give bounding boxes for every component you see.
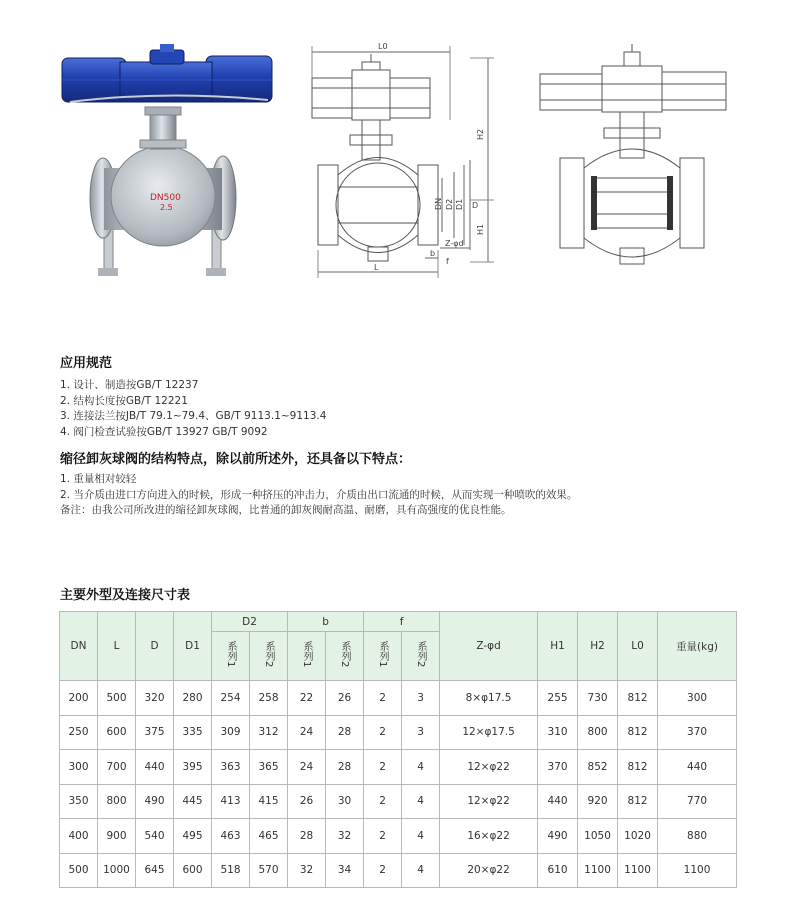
table-cell: 570 xyxy=(250,853,288,888)
table-cell: 280 xyxy=(174,681,212,716)
drawing-labels xyxy=(374,42,485,272)
table-cell: 8×φ17.5 xyxy=(440,681,538,716)
list-item: 3. 连接法兰按JB/T 79.1~79.4、GB/T 9113.1~9113.4 xyxy=(60,410,327,422)
table-cell: 4 xyxy=(402,750,440,785)
table-row xyxy=(60,819,737,854)
list-item: 2. 结构长度按GB/T 12221 xyxy=(60,394,188,407)
label-L0: L0 xyxy=(378,42,388,51)
label-D2: D2 xyxy=(445,198,454,210)
table-cell: 415 xyxy=(250,784,288,819)
list-item: 4. 阀门检查试验按GB/T 13927 GB/T 9092 xyxy=(60,425,268,438)
table-cell: 2 xyxy=(364,819,402,854)
list-item: 1. 重量相对较轻 xyxy=(60,473,137,485)
label-Zphid: Z-φd xyxy=(445,239,464,248)
table-cell: 413 xyxy=(212,784,250,819)
table-cell: 1100 xyxy=(658,853,737,888)
table-cell: 28 xyxy=(326,750,364,785)
header-series-1: 系列1 xyxy=(364,632,402,681)
header-series-2: 系列2 xyxy=(326,632,364,681)
table-cell: 363 xyxy=(212,750,250,785)
table-title: 主要外型及连接尺寸表 xyxy=(60,588,191,603)
table-cell: 852 xyxy=(578,750,618,785)
table-cell: 812 xyxy=(618,715,658,750)
section-seat-right xyxy=(667,176,673,230)
table-cell: 370 xyxy=(658,715,737,750)
label-f: f xyxy=(446,257,449,266)
table-cell: 16×φ22 xyxy=(440,819,538,854)
table-cell: 4 xyxy=(402,819,440,854)
label-D: D xyxy=(472,201,479,210)
table-cell: 26 xyxy=(326,681,364,716)
table-cell: 1100 xyxy=(618,853,658,888)
table-cell: 32 xyxy=(288,853,326,888)
table-cell: 540 xyxy=(136,819,174,854)
table-cell: 375 xyxy=(136,715,174,750)
table-cell: 24 xyxy=(288,750,326,785)
table-cell: 335 xyxy=(174,715,212,750)
header-d1: D1 xyxy=(174,612,212,681)
table-cell: 4 xyxy=(402,784,440,819)
table-cell: 12×φ22 xyxy=(440,784,538,819)
header-l0: L0 xyxy=(618,612,658,681)
valve-photo xyxy=(62,44,272,276)
table-cell: 500 xyxy=(98,681,136,716)
table-cell: 465 xyxy=(250,819,288,854)
table-cell: 310 xyxy=(538,715,578,750)
table-cell: 12×φ17.5 xyxy=(440,715,538,750)
table-row xyxy=(60,681,737,716)
label-H2: H2 xyxy=(476,128,485,140)
table-cell: 300 xyxy=(60,750,98,785)
table-cell: 800 xyxy=(98,784,136,819)
table-cell: 880 xyxy=(658,819,737,854)
header-d2: D2 xyxy=(212,612,288,632)
header-series-1: 系列1 xyxy=(288,632,326,681)
table-cell: 490 xyxy=(538,819,578,854)
header-series-1: 系列1 xyxy=(212,632,250,681)
table-cell: 26 xyxy=(288,784,326,819)
table-row xyxy=(60,784,737,819)
table-cell: 1100 xyxy=(578,853,618,888)
table-cell: 2 xyxy=(364,681,402,716)
table-cell: 350 xyxy=(60,784,98,819)
label-D1: D1 xyxy=(455,198,464,210)
header-b: b xyxy=(288,612,364,632)
header-weight: 重量(kg) xyxy=(658,612,737,681)
table-cell: 2 xyxy=(364,715,402,750)
table-cell: 3 xyxy=(402,715,440,750)
table-cell: 28 xyxy=(326,715,364,750)
table-cell: 495 xyxy=(174,819,212,854)
label-L: L xyxy=(374,263,379,272)
features-title: 缩径卸灰球阀的结构特点，除以前所述外，还具备以下特点： xyxy=(60,452,412,467)
table-cell: 312 xyxy=(250,715,288,750)
table-cell: 300 xyxy=(658,681,737,716)
table-cell: 700 xyxy=(98,750,136,785)
table-cell: 200 xyxy=(60,681,98,716)
photo-marking-line2: 2.5 xyxy=(160,203,173,212)
table-cell: 440 xyxy=(538,784,578,819)
table-cell: 3 xyxy=(402,681,440,716)
table-body xyxy=(60,681,737,888)
table-cell: 250 xyxy=(60,715,98,750)
header-f: f xyxy=(364,612,440,632)
header-h1: H1 xyxy=(538,612,578,681)
table-cell: 365 xyxy=(250,750,288,785)
table-row xyxy=(60,750,737,785)
table-header-row xyxy=(60,612,737,632)
table-cell: 645 xyxy=(136,853,174,888)
table-row xyxy=(60,715,737,750)
standards-title: 应用规范 xyxy=(60,356,113,371)
table-cell: 518 xyxy=(212,853,250,888)
table-cell: 1000 xyxy=(98,853,136,888)
dimension-drawing xyxy=(312,46,494,278)
product-figures xyxy=(0,0,800,300)
table-cell: 12×φ22 xyxy=(440,750,538,785)
standards-list xyxy=(60,378,326,440)
table-cell: 440 xyxy=(136,750,174,785)
table-cell: 2 xyxy=(364,750,402,785)
table-cell: 500 xyxy=(60,853,98,888)
table-cell: 258 xyxy=(250,681,288,716)
header-series-2: 系列2 xyxy=(250,632,288,681)
table-cell: 445 xyxy=(174,784,212,819)
table-cell: 2 xyxy=(364,853,402,888)
table-cell: 463 xyxy=(212,819,250,854)
table-cell: 2 xyxy=(364,784,402,819)
header-series-2: 系列2 xyxy=(402,632,440,681)
label-H1: H1 xyxy=(476,223,485,235)
table-cell: 254 xyxy=(212,681,250,716)
table-cell: 600 xyxy=(98,715,136,750)
table-cell: 900 xyxy=(98,819,136,854)
table-cell: 34 xyxy=(326,853,364,888)
table-cell: 600 xyxy=(174,853,212,888)
dimension-table xyxy=(59,611,737,888)
table-cell: 28 xyxy=(288,819,326,854)
table-cell: 1020 xyxy=(618,819,658,854)
table-cell: 24 xyxy=(288,715,326,750)
table-cell: 320 xyxy=(136,681,174,716)
header-h2: H2 xyxy=(578,612,618,681)
table-cell: 22 xyxy=(288,681,326,716)
table-cell: 32 xyxy=(326,819,364,854)
list-item: 备注：由我公司所改进的缩径卸灰球阀，比普通的卸灰阀耐高温、耐磨，具有高强度的优良性能。 xyxy=(60,504,512,516)
table-cell: 800 xyxy=(578,715,618,750)
header-z-phid: Z-φd xyxy=(440,612,538,681)
list-item: 2. 当介质由进口方向进入的时候，形成一种挤压的冲击力，介质由出口流通的时候，从而实现一种喷吹的效果。 xyxy=(60,488,578,501)
table-cell: 20×φ22 xyxy=(440,853,538,888)
table-cell: 920 xyxy=(578,784,618,819)
table-cell: 812 xyxy=(618,681,658,716)
table-cell: 400 xyxy=(60,819,98,854)
list-item: 1. 设计、制造按GB/T 12237 xyxy=(60,379,199,391)
label-b: b xyxy=(430,249,436,258)
label-DN: DN xyxy=(434,197,443,210)
table-cell: 730 xyxy=(578,681,618,716)
table-cell: 30 xyxy=(326,784,364,819)
table-cell: 770 xyxy=(658,784,737,819)
table-cell: 812 xyxy=(618,784,658,819)
table-cell: 1050 xyxy=(578,819,618,854)
section-seat-left xyxy=(591,176,597,230)
table-row xyxy=(60,853,737,888)
table-cell: 440 xyxy=(658,750,737,785)
table-cell: 309 xyxy=(212,715,250,750)
table-cell: 370 xyxy=(538,750,578,785)
table-cell: 812 xyxy=(618,750,658,785)
photo-marking-line1: DN500 xyxy=(150,193,181,203)
table-cell: 610 xyxy=(538,853,578,888)
section-drawing xyxy=(540,44,726,264)
features-list xyxy=(60,472,577,519)
header-dn: DN xyxy=(60,612,98,681)
header-l: L xyxy=(98,612,136,681)
table-cell: 4 xyxy=(402,853,440,888)
table-cell: 255 xyxy=(538,681,578,716)
table-cell: 490 xyxy=(136,784,174,819)
table-cell: 395 xyxy=(174,750,212,785)
header-d: D xyxy=(136,612,174,681)
